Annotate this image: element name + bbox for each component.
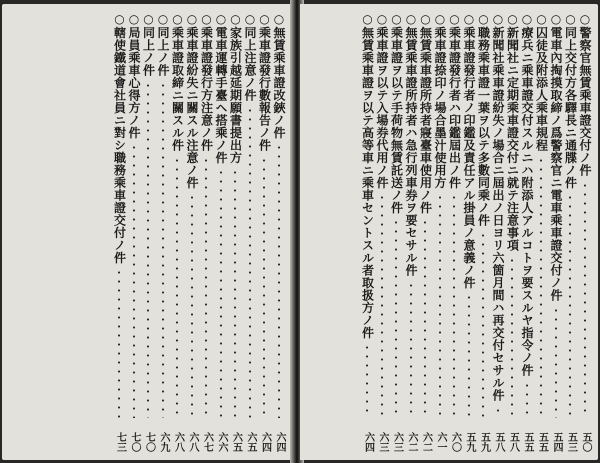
toc-entry-page-number: 六四 (362, 432, 374, 452)
toc-entry (563, 12, 578, 452)
toc-entry-page-number: 六八 (187, 432, 198, 452)
toc-entry (228, 12, 243, 452)
toc-entry (462, 12, 477, 452)
toc-entry-page-number: 七三 (114, 432, 126, 452)
toc-entry (549, 12, 564, 452)
toc-entry-page-number: 六六 (216, 432, 227, 452)
toc-entry (360, 12, 375, 452)
dot-leader (555, 306, 557, 418)
dot-leader (162, 81, 164, 418)
toc-entry-title: ○乘車證發行數報告ノ件 (257, 12, 272, 152)
toc-entry (389, 12, 404, 452)
toc-entry-title: ○療兵ニ乘車證交付スルニハ附添人アルコトヲ要スルヤ指令ノ件 (520, 12, 534, 377)
toc-entry-title: ○無賃乘車證所持者寢臺車使用ノ件 (418, 12, 433, 214)
dot-leader (526, 381, 528, 418)
toc-entry-title: ○無賃乘車證ヲ以テ高等車ニ乘車セントスル者取扱方ノ件 (360, 12, 375, 339)
toc-entry (534, 12, 549, 452)
toc-entry (185, 12, 200, 452)
dot-leader (366, 343, 368, 418)
dot-leader (410, 281, 412, 418)
toc-entry-page-number: 六九 (158, 432, 169, 452)
toc-entry-page-number: 五三 (565, 432, 577, 452)
right-page (300, 4, 598, 460)
toc-entry-page-number: 六二 (420, 432, 432, 452)
toc-entry (170, 12, 185, 452)
dot-leader (147, 81, 149, 418)
toc-entry-title: ○同上ノ件 (141, 12, 156, 77)
toc-entry-page-number: 五四 (551, 432, 562, 452)
toc-entry (214, 12, 229, 452)
toc-entry (491, 12, 506, 452)
dot-leader (468, 293, 470, 418)
toc-entry-title: ○乘車證紛失ニ關スル注意ノ件 (185, 12, 199, 189)
dot-leader (118, 268, 120, 418)
toc-entry (578, 12, 593, 452)
toc-entry-page-number: 七〇 (143, 432, 155, 452)
toc-entry-page-number: 六三 (377, 432, 388, 452)
toc-entry-title: ○無賃乘車證所持者ハ急行列車券ヲ要セサル件 (404, 12, 418, 277)
toc-entry (272, 12, 287, 452)
toc-entry (141, 12, 156, 452)
toc-entry-title: ○同上交付方各驛長ニ通牒ノ件 (563, 12, 578, 189)
toc-entry-page-number: 六一 (435, 432, 446, 452)
toc-entry-title: ○乘車證ヲ以テ手荷物無賃託送ノ件 (389, 12, 404, 214)
dot-leader (191, 193, 193, 418)
toc-entry-title: ○新聞社乘車證紛失ノ場合ニ屆出ノ日ヨリ六箇月間ハ再交付セサル件 (491, 12, 505, 402)
toc-entry-title: ○電車運轉手臺ヘ搭乘ノ件 (214, 12, 228, 164)
toc-entry (404, 12, 419, 452)
toc-entry-title: ○職務乘車證一葉ヲ以テ多數同乘ノ件 (476, 12, 491, 227)
dot-leader (381, 193, 383, 418)
toc-entry (127, 12, 142, 452)
toc-entry-page-number: 六〇 (449, 432, 461, 452)
toc-entry-title: ○乘車證發行方注意ノ件 (199, 12, 214, 152)
left-toc-list (112, 12, 286, 452)
toc-entry-title: ○局員乘車心得方ノ件 (127, 12, 141, 139)
toc-entry-title: ○乘車證發行者ハ印鑑屆出ノ件 (447, 12, 462, 189)
toc-entry-page-number: 五五 (522, 432, 533, 452)
toc-entry-title: ○家族引越延期願書提出方 (228, 12, 243, 164)
toc-entry (447, 12, 462, 452)
dot-leader (497, 406, 499, 418)
dot-leader (176, 156, 178, 418)
toc-entry (418, 12, 433, 452)
left-page (2, 4, 294, 460)
dot-leader (439, 193, 441, 418)
toc-entry-page-number: 六二 (406, 432, 417, 452)
toc-entry-page-number: 六四 (259, 432, 271, 452)
toc-entry-title: ○無賃乘車證改鋏ノ件 (272, 12, 286, 139)
toc-entry-title: ○乘車證發行者ノ印鑑及責任アル掛員ノ意義ノ件 (462, 12, 476, 289)
toc-entry-title: ○乘車證ヲ以テ入場券代用ノ件 (375, 12, 389, 189)
toc-entry-title: ○新聞社ニ定期乘車證交付ニ就テ注意事項 (505, 12, 520, 252)
toc-entry-page-number: 六七 (201, 432, 213, 452)
dot-leader (263, 156, 265, 418)
toc-entry (433, 12, 448, 452)
dot-leader (482, 231, 484, 418)
toc-entry-title: ○乘車證取締ニ關スル件 (170, 12, 185, 152)
toc-entry-title: ○電車內掏摸取締ノ爲警察官ニ電車乘車證交付ノ件 (549, 12, 563, 302)
dot-leader (278, 143, 280, 418)
right-toc-list (360, 12, 592, 452)
toc-entry-page-number: 七〇 (129, 432, 140, 452)
toc-entry-title: ○乘車證捺印ノ場合墨汁使用方 (433, 12, 447, 189)
dot-leader (395, 218, 397, 418)
dot-leader (249, 106, 251, 418)
dot-leader (205, 156, 207, 418)
toc-entry-page-number: 六五 (245, 432, 256, 452)
toc-entry (199, 12, 214, 452)
dot-leader (220, 168, 222, 418)
toc-entry-title: ○同上ノ件 (156, 12, 170, 77)
toc-entry-title: ○轄使鐵道會社員ニ對シ職務乘車證交付ノ件 (112, 12, 127, 264)
toc-entry-page-number: 六三 (391, 432, 403, 452)
toc-entry-page-number: 六五 (230, 432, 242, 452)
dot-leader (234, 168, 236, 418)
toc-entry (112, 12, 127, 452)
toc-entry-page-number: 五八 (493, 432, 504, 452)
toc-entry (243, 12, 258, 452)
dot-leader (584, 181, 586, 418)
toc-entry (257, 12, 272, 452)
toc-entry-title: ○同上注意ノ件 (243, 12, 257, 102)
toc-entry-page-number: 五九 (478, 432, 490, 452)
toc-entry-page-number: 六四 (274, 432, 285, 452)
toc-entry (476, 12, 491, 452)
toc-entry-title: ○警察官無賃乘車證交付ノ件 (578, 12, 592, 177)
toc-entry (375, 12, 390, 452)
toc-entry-title: ○囚徒及附添人乘車規程 (534, 12, 549, 152)
toc-entry-page-number: 五八 (507, 432, 519, 452)
dot-leader (424, 218, 426, 418)
dot-leader (569, 193, 571, 418)
dot-leader (453, 193, 455, 418)
toc-entry (520, 12, 535, 452)
toc-entry-page-number: 五〇 (580, 432, 591, 452)
toc-entry (505, 12, 520, 452)
toc-entry-page-number: 五五 (536, 432, 548, 452)
toc-entry (156, 12, 171, 452)
toc-entry-page-number: 六八 (172, 432, 184, 452)
dot-leader (540, 156, 542, 418)
dot-leader (511, 256, 513, 418)
dot-leader (133, 143, 135, 418)
toc-entry-page-number: 五九 (464, 432, 475, 452)
